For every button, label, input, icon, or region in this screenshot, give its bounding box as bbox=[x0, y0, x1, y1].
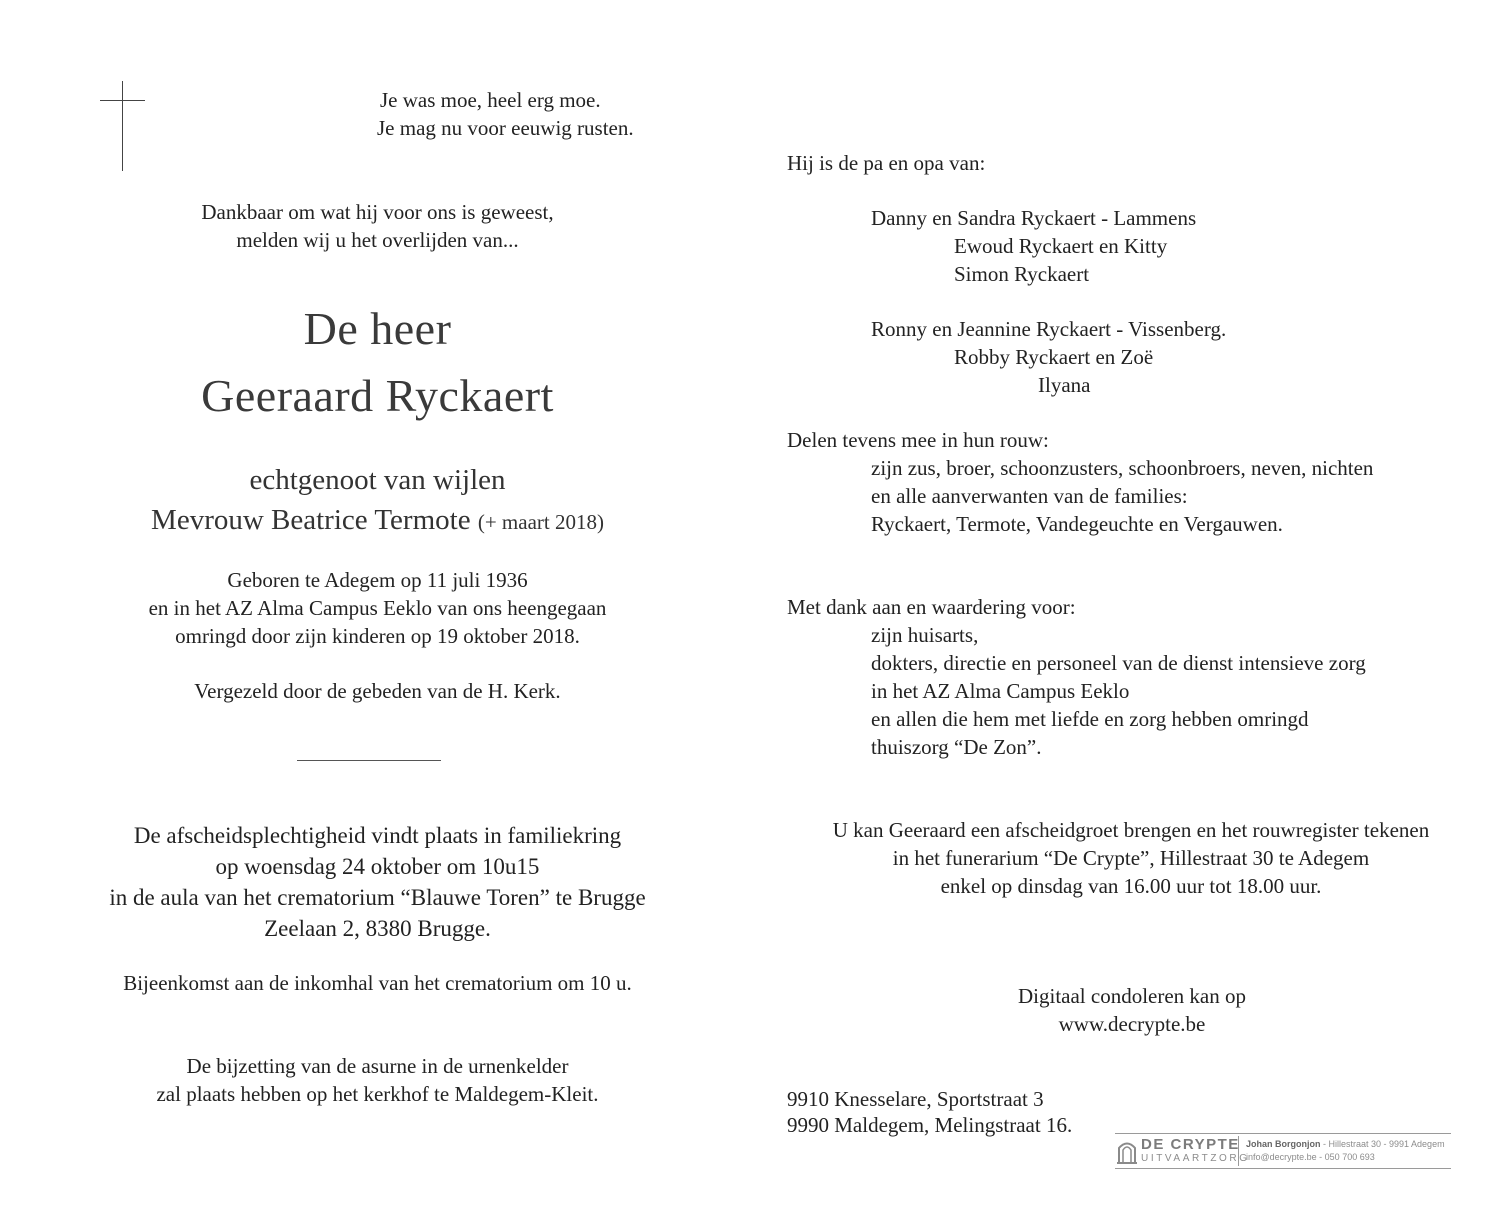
deceased-name: Geeraard Ryckaert bbox=[201, 370, 554, 421]
thanks-heading: Met dank aan en waardering voor: bbox=[787, 595, 1076, 619]
logo-subtitle: UITVAARTZORG bbox=[1141, 1153, 1250, 1164]
quote-line-1: Je was moe, heel erg moe. bbox=[380, 88, 601, 112]
ceremony-line-3: in de aula van het crematorium “Blauwe Toren” te Brugge bbox=[109, 885, 646, 910]
logo-contact-name: Johan Borgonjon bbox=[1246, 1139, 1321, 1149]
visit-line-3: enkel op dinsdag van 16.00 uur tot 18.00 uur. bbox=[940, 874, 1322, 898]
family-1-line-1: Danny en Sandra Ryckaert - Lammens bbox=[871, 206, 1197, 230]
family-2-line-2: Robby Ryckaert en Zoë bbox=[954, 345, 1154, 369]
gathering-line: Bijeenkomst aan de inkomhal van het crematorium om 10 u. bbox=[123, 971, 632, 995]
birth-line-2: en in het AZ Alma Campus Eeklo van ons heengegaan bbox=[148, 596, 607, 620]
family-2-line-3: Ilyana bbox=[1038, 373, 1091, 397]
logo-contact-line-2: info@decrypte.be - 050 700 693 bbox=[1246, 1152, 1375, 1162]
spouse-name: Mevrouw Beatrice Termote bbox=[151, 504, 471, 536]
cross-icon-bar bbox=[100, 100, 145, 101]
condolence-url: www.decrypte.be bbox=[1058, 1012, 1206, 1036]
ceremony-line-4: Zeelaan 2, 8380 Brugge. bbox=[264, 916, 491, 941]
quote-line-2: Je mag nu voor eeuwig rusten. bbox=[377, 116, 634, 140]
burial-line-2: zal plaats hebben op het kerkhof te Maldegem-Kleit. bbox=[156, 1082, 599, 1106]
thanks-line-3: in het AZ Alma Campus Eeklo bbox=[871, 679, 1130, 703]
mourning-line-2: en alle aanverwanten van de families: bbox=[871, 484, 1188, 508]
intro-line-1: Dankbaar om wat hij voor ons is geweest, bbox=[201, 200, 554, 224]
logo-contact-line-1 bbox=[1246, 1139, 1445, 1150]
logo-top-rule bbox=[1115, 1133, 1451, 1134]
family-2-line-1: Ronny en Jeannine Ryckaert - Vissenberg. bbox=[871, 317, 1227, 341]
thanks-line-1: zijn huisarts, bbox=[871, 623, 979, 647]
family-heading: Hij is de pa en opa van: bbox=[787, 151, 986, 175]
family-1-line-2: Ewoud Ryckaert en Kitty bbox=[954, 234, 1168, 258]
logo-bottom-rule bbox=[1115, 1168, 1451, 1169]
spouse-note: (+ maart 2018) bbox=[477, 510, 604, 534]
crypt-arch-icon bbox=[1117, 1138, 1137, 1164]
mourning-line-3: Ryckaert, Termote, Vandegeuchte en Vergauwen. bbox=[871, 512, 1283, 536]
name-title: De heer bbox=[303, 303, 452, 354]
address-line-1: 9910 Knesselare, Sportstraat 3 bbox=[787, 1087, 1044, 1111]
spouse-block bbox=[0, 502, 755, 540]
spouse-line: echtgenoot van wijlen bbox=[249, 464, 506, 496]
burial-line-1: De bijzetting van de asurne in de urnenkelder bbox=[186, 1054, 569, 1078]
ceremony-line-1: De afscheidsplechtigheid vindt plaats in familiekring bbox=[133, 823, 622, 848]
intro-line-2: melden wij u het overlijden van... bbox=[236, 228, 519, 252]
birth-line-1: Geboren te Adegem op 11 juli 1936 bbox=[227, 568, 528, 592]
visit-line-1: U kan Geeraard een afscheidgroet brengen en het rouwregister tekenen bbox=[832, 818, 1430, 842]
cross-icon bbox=[122, 81, 123, 171]
condolence-line: Digitaal condoleren kan op bbox=[1017, 984, 1246, 1008]
mourning-heading: Delen tevens mee in hun rouw: bbox=[787, 428, 1049, 452]
thanks-line-2: dokters, directie en personeel van de dienst intensieve zorg bbox=[871, 651, 1366, 675]
family-1-line-3: Simon Ryckaert bbox=[954, 262, 1090, 286]
divider-line bbox=[297, 760, 441, 761]
mourning-line-1: zijn zus, broer, schoonzusters, schoonbroers, neven, nichten bbox=[871, 456, 1374, 480]
logo-contact-address: - Hillestraat 30 - 9991 Adegem bbox=[1320, 1139, 1445, 1149]
ceremony-line-2: op woensdag 24 oktober om 10u15 bbox=[215, 854, 540, 879]
birth-line-3: omringd door zijn kinderen op 19 oktober 2018. bbox=[175, 624, 580, 648]
thanks-line-5: thuiszorg “De Zon”. bbox=[871, 735, 1042, 759]
visit-line-2: in het funerarium “De Crypte”, Hillestraat 30 te Adegem bbox=[892, 846, 1370, 870]
church-line: Vergezeld door de gebeden van de H. Kerk. bbox=[194, 679, 561, 703]
thanks-line-4: en allen die hem met liefde en zorg hebben omringd bbox=[871, 707, 1309, 731]
logo-name: DE CRYPTE bbox=[1141, 1136, 1240, 1153]
address-line-2: 9990 Maldegem, Melingstraat 16. bbox=[787, 1113, 1073, 1137]
